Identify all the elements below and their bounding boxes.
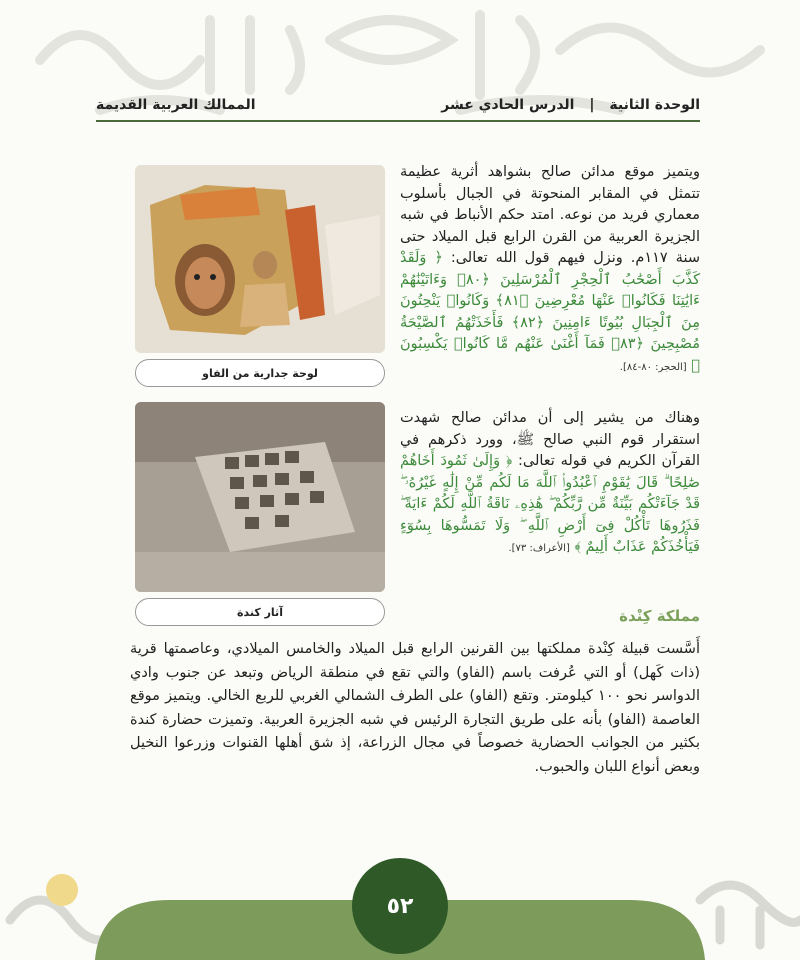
lesson-label: الدرس الحادي عشر xyxy=(441,97,575,113)
page-header xyxy=(96,92,700,118)
verse-reference-araf: [الأعراف: ٧٣]. xyxy=(508,543,570,554)
header-separator: | xyxy=(589,97,595,113)
topic-label: الممالك العربية القديمة xyxy=(96,97,256,113)
header-rule xyxy=(96,120,700,122)
paragraph-kinda: أَسَّست قبيلة كِنْدة مملكتها بين القرنين الرابع قبل الميلاد والخامس الميلادي، وعاصمتها قرية (ذات كَهل) أو التي عُرفت باسم (الفاو) والتي تقع في منطقة الرياض وتبعد عن جنوب وادي الدواسر نحو ١٠٠ كيلومتر. وتقع (الفاو) على الطرف الشمالي الغربي للربع الخالي. ويتميز موقع العاصمة (الفاو) بأنه على طريق التجارة الرئيس في شبه الجزيرة العربية. وتميزت حضارة كندة بكثير من الجوانب الحضارية خصوصاً في مجال الزراعة، إذ شق أهلها القنوات وزرعوا النخيل وبعض أنواع اللبان والحبوب. xyxy=(130,641,700,775)
calligraphy-background xyxy=(0,0,800,140)
unit-label: الوحدة الثانية xyxy=(609,97,700,113)
header-unit-lesson xyxy=(441,97,700,113)
figure-kinda-ruins xyxy=(135,402,385,626)
verse-reference-hijr: [الحجر: ٨٠-٨٤]. xyxy=(619,361,687,373)
page-number: ٥٢ xyxy=(352,858,448,954)
ruins-image xyxy=(135,402,385,592)
mada-in-saleh-text xyxy=(400,162,700,378)
figure-caption: لوحة جدارية من الفاو xyxy=(135,359,385,387)
figure-fresco xyxy=(135,165,385,387)
paragraph-thamud: وهناك من يشير إلى أن مدائن صالح شهدت استقرار قوم النبي صالح ﷺ، وورد ذكرهم في القرآن الكريم في قوله تعالى: xyxy=(400,410,701,469)
figure-caption: آثار كندة xyxy=(135,598,385,626)
thamud-text xyxy=(400,408,700,560)
paragraph-nabataeans: ويتميز موقع مدائن صالح بشواهد أثرية عظيمة تتمثل في المقابر المنحوتة في الجبال بأسلوب معماري فريد من نوعه. امتد حكم الأنباط في شبه الجزيرة العربية من القرن الرابع قبل الميلاد حتى سنة ١١٧م. ونزل فيهم قول الله تعالى: xyxy=(400,164,700,266)
quran-verse-araf: ﴿ وَإِلَىٰ ثَمُودَ أَخَاهُمْ صَٰلِحًا ۗ قَالَ يَٰقَوْمِ ٱعْبُدُوا۟ ٱللَّهَ مَا لَكُم مِّنْ إِلَٰهٍ غَيْرُهُۥ ۖ قَدْ جَآءَتْكُم بَيِّنَةٌ مِّن رَّبِّكُمْ ۖ هَٰذِهِۦ نَاقَةُ ٱللَّهِ لَكُمْ ءَايَةً ۖ فَذَرُوهَا تَأْكُلْ فِىٓ أَرْضِ ٱللَّهِ ۖ وَلَا تَمَسُّوهَا بِسُوٓءٍ فَيَأْخُذَكُمْ عَذَابٌ أَلِيمٌ ﴾ xyxy=(400,453,700,555)
quran-verse-hijr: ﴿ وَلَقَدْ كَذَّبَ أَصْحَٰبُ ٱلْحِجْرِ ٱلْمُرْسَلِينَ ﴿٨٠﴾ وَءَاتَيْنَٰهُمْ ءَايَٰتِنَا فَكَانُوا۟ عَنْهَا مُعْرِضِينَ ﴿٨١﴾ وَكَانُوا۟ يَنْحِتُونَ مِنَ ٱلْجِبَالِ بُيُوتًا ءَامِنِينَ ﴿٨٢﴾ فَأَخَذَتْهُمُ ٱلصَّيْحَةُ مُصْبِحِينَ ﴿٨٣﴾ فَمَآ أَغْنَىٰ عَنْهُم مَّا كَانُوا۟ يَكْسِبُونَ ﴾ xyxy=(400,250,700,374)
section-title-kinda: مملكة كِنْدة xyxy=(619,607,700,625)
fresco-image xyxy=(135,165,385,353)
